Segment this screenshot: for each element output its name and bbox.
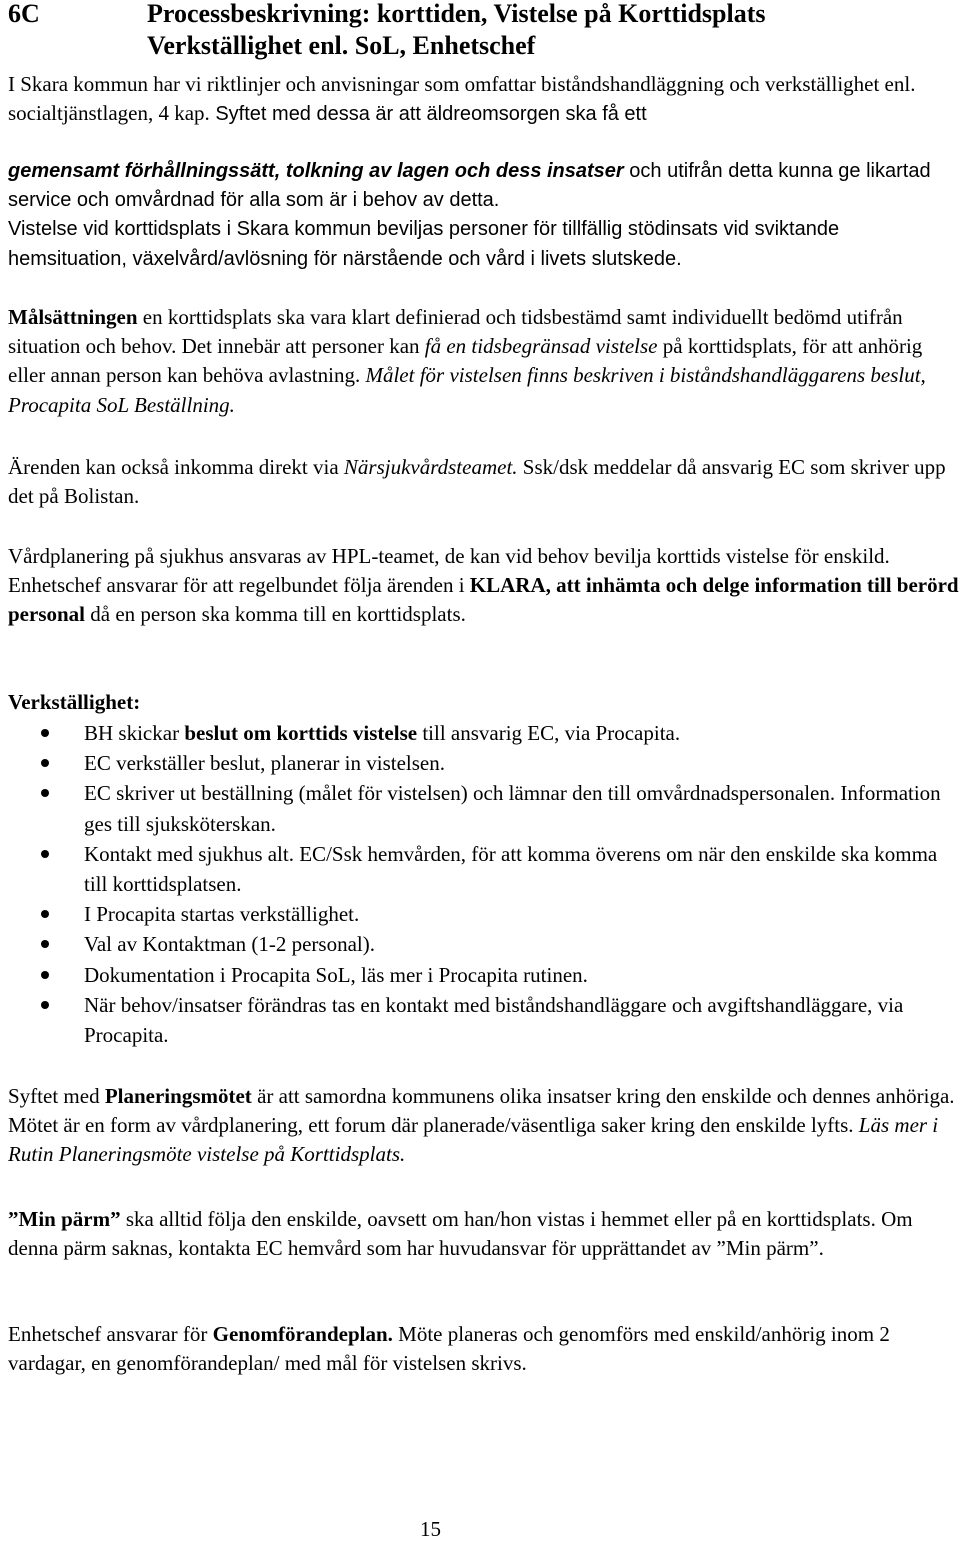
list-item — [8, 839, 948, 899]
genomforandeplan-bold: Genomförandeplan. — [212, 1322, 393, 1346]
vardplanering-text-1: Vårdplanering på sjukhus ansvaras av HPL-teamet, de kan vid behov bevilja korttids vistelse för enskild. — [8, 544, 890, 568]
list-item-text: I Procapita startas verkställighet. — [84, 902, 360, 927]
list-item — [8, 899, 948, 929]
list-item — [8, 929, 948, 959]
arenden-text-2: Ssk/dsk meddelar då ansvarig EC som skriver upp det på Bolistan. — [8, 455, 946, 509]
malsattning-bold: Målsättningen — [8, 305, 138, 329]
minparm-text: ska alltid följa den enskilde, oavsett om han/hon vistas i hemmet eller på en korttidsplats. Om denna pärm saknas, kontakta EC hemvård som har huvudansvar för upprättandet av ”Min pärm”. — [8, 1207, 913, 1261]
genomforandeplan-paragraph — [8, 1320, 960, 1378]
vardplanering-text-3: då en person ska komma till en korttidsplats. — [85, 602, 466, 627]
list-item-text: BH skickar — [84, 721, 185, 745]
arenden-paragraph — [8, 453, 960, 511]
bullet-icon — [41, 850, 49, 858]
list-item — [8, 748, 948, 778]
planeringsmote-text-1: Syftet med — [8, 1084, 105, 1108]
list-item — [8, 718, 948, 748]
bullet-icon — [41, 1001, 49, 1009]
list-item — [8, 960, 948, 990]
bullet-icon — [41, 971, 49, 979]
genomforandeplan-text-1: Enhetschef ansvarar för — [8, 1322, 213, 1346]
malsattning-text-2: på korttidsplats, för att anhörig eller annan person kan behöva avlastning. — [8, 334, 923, 388]
title-line-1: Processbeskrivning: korttiden, Vistelse på Korttidsplats — [147, 0, 766, 28]
intro-text-2: Syftet med dessa är att äldreomsorgen ska få ett — [209, 103, 647, 126]
list-item-text: Val av Kontaktman (1-2 personal). — [84, 932, 375, 957]
vardplanering-text-2: Enhetschef ansvarar för att regelbundet följa ärenden i — [8, 573, 470, 598]
intro-text-4: och utifrån detta kunna ge likartad service och omvårdnad för alla som är i behov av detta. — [8, 160, 931, 212]
arenden-italic: Närsjukvårdsteamet. — [343, 455, 518, 479]
minparm-paragraph — [8, 1205, 960, 1263]
bullet-icon — [41, 910, 49, 918]
bullet-icon — [41, 789, 49, 797]
title-line-2: Verkställighet enl. SoL, Enhetschef — [147, 31, 536, 60]
intro-emphasis: gemensamt förhållningssätt, tolkning av lagen och dess insatser — [8, 160, 624, 182]
list-item-text: När behov/insatser förändras tas en kontakt med biståndshandläggare och avgiftshandläggare, via Procapita. — [84, 992, 904, 1048]
vardplanering-paragraph — [8, 542, 960, 630]
list-item — [8, 990, 948, 1050]
planeringsmote-text-2: är att samordna kommunens olika insatser kring den enskilde och dennes anhöriga. Mötet är en form av vårdplanering, ett forum där planerade/väsentliga saker kring den enskilde lyfts. — [8, 1084, 955, 1138]
minparm-bold: ”Min pärm” — [8, 1207, 121, 1231]
malsattning-text-1: en korttidsplats ska vara klart definierad och tidsbestämd samt individuellt bedömd utifrån situation och behov. Det innebär att personer kan — [8, 305, 903, 359]
list-item-text: Kontakt med sjukhus alt. EC/Ssk hemvården, för att komma överens om när den enskilde ska komma till korttidsplatsen. — [84, 841, 938, 897]
verkstallighet-list — [8, 718, 948, 1050]
bullet-icon — [41, 940, 49, 948]
intro-paragraph-cont — [8, 157, 960, 274]
list-item-text: till ansvarig EC, via Procapita. — [417, 721, 681, 745]
list-item-text: Dokumentation i Procapita SoL, läs mer i Procapita rutinen. — [84, 962, 588, 987]
list-item-text: EC verkställer beslut, planerar in vistelsen. — [84, 751, 445, 776]
genomforandeplan-text-2: Möte planeras och genomförs med enskild/anhörig inom 2 vardagar, en genomförandeplan/ med mål för vistelsen skrivs. — [8, 1322, 890, 1376]
list-item-bold: beslut om korttids vistelse — [184, 721, 418, 745]
page-number: 15 — [420, 1517, 441, 1541]
section-number: 6C — [8, 0, 40, 28]
bullet-icon — [41, 759, 49, 767]
vistelse-text: Vistelse vid korttidsplats i Skara kommun beviljas personer för tillfällig stödinsats vid sviktande hemsituation, växelvård/avlösning för närstående och vård i livets slutskede. — [8, 218, 840, 270]
vardplanering-bold: KLARA, att inhämta och delge information till berörd personal — [8, 573, 959, 627]
list-item-text: EC skriver ut beställning (målet för vistelsen) och lämnar den till omvårdnadspersonalen. Information ges till sjuksköterskan. — [84, 781, 941, 836]
list-item — [8, 778, 948, 838]
verkstallighet-heading: Verkställighet: — [8, 690, 141, 714]
malsattning-italic-1: få en tidsbegränsad vistelse — [424, 334, 658, 359]
planeringsmote-bold: Planeringsmötet — [104, 1084, 252, 1108]
intro-paragraph — [8, 70, 960, 129]
page-title — [147, 0, 960, 62]
malsattning-italic-2: Målet för vistelsen finns beskriven i biståndshandläggarens beslut, Procapita SoL Beställning. — [8, 363, 926, 417]
bullet-icon — [41, 729, 49, 737]
planeringsmote-paragraph — [8, 1082, 960, 1170]
malsattning-paragraph — [8, 303, 960, 420]
intro-text-1: I Skara kommun har vi riktlinjer och anvisningar som omfattar biståndshandläggning och verkställighet enl. socialtjänstlagen, 4 kap. — [8, 72, 916, 126]
planeringsmote-italic: Läs mer i Rutin Planeringsmöte vistelse på Korttidsplats. — [8, 1113, 939, 1167]
arenden-text-1: Ärenden kan också inkomma direkt via — [8, 455, 344, 479]
